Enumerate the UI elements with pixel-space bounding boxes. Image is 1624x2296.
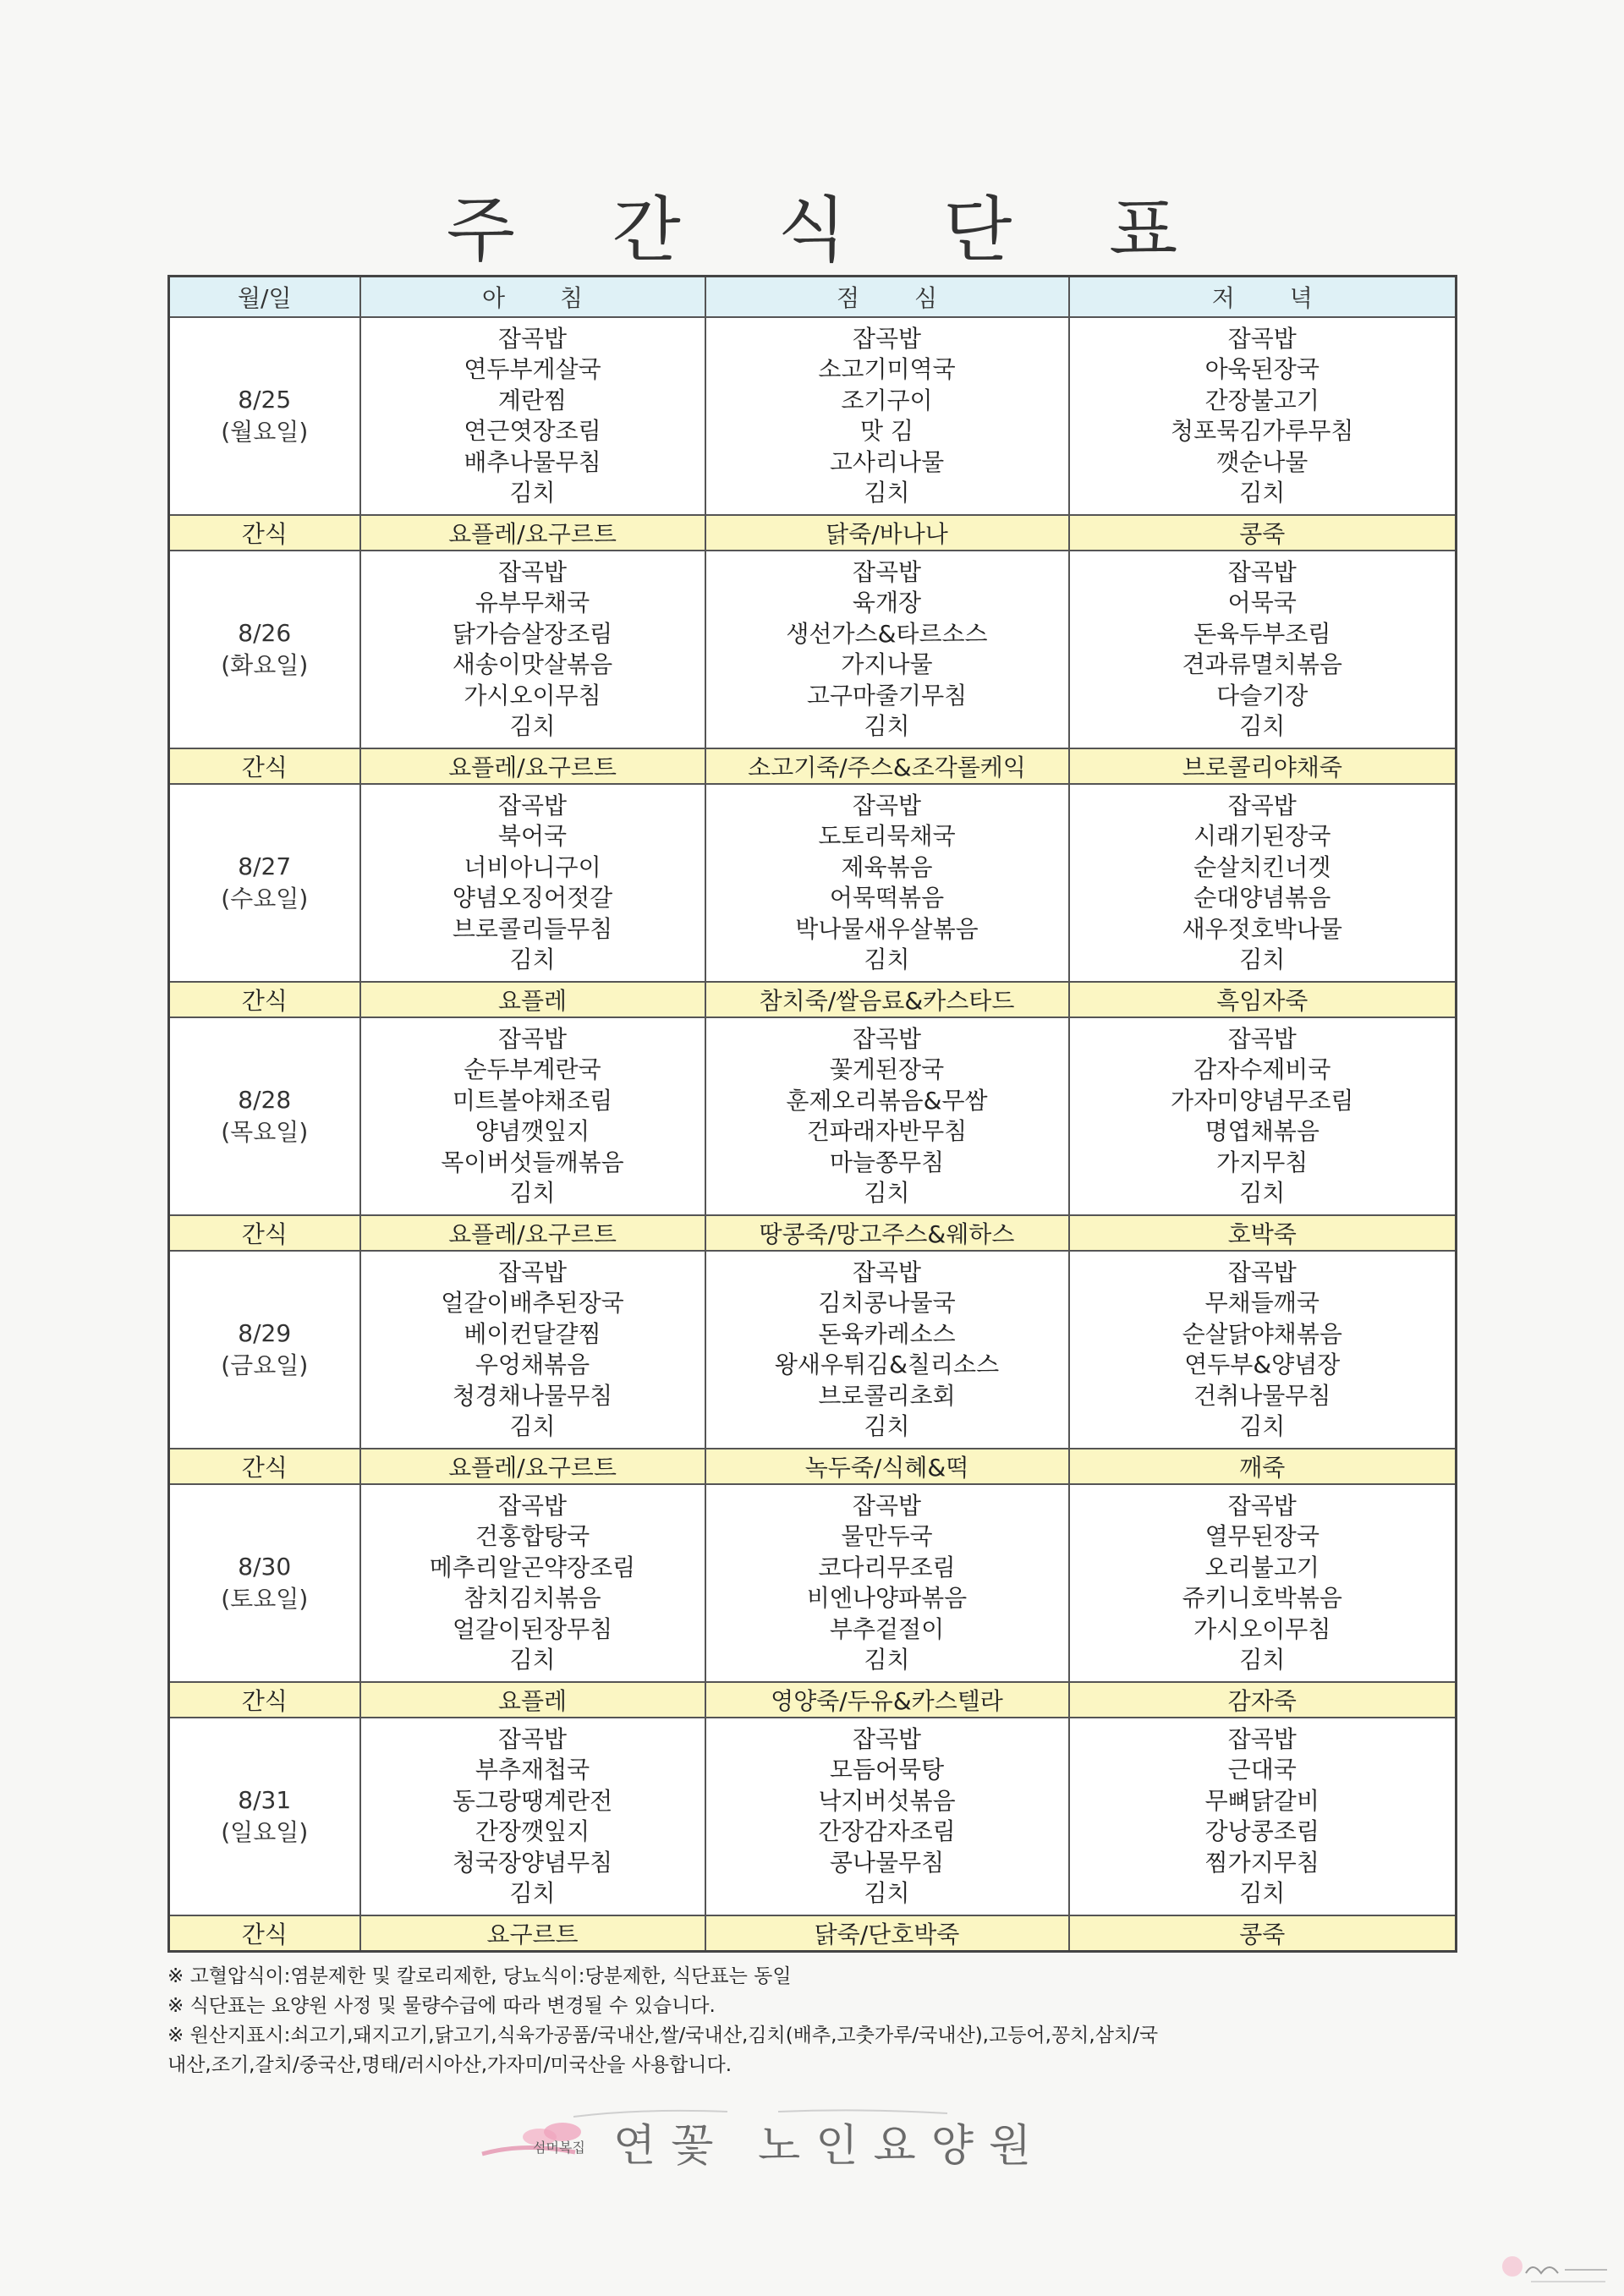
menu-item: 김치 [1239, 712, 1286, 740]
snack-dinner: 콩죽 [1069, 515, 1457, 551]
breakfast-cell [360, 1251, 705, 1449]
menu-item: 연두부&양념장 [1184, 1351, 1341, 1378]
menu-item: 열무된장국 [1204, 1522, 1320, 1550]
menu-item: 근대국 [1227, 1756, 1297, 1784]
menu-item: 잡곡밥 [1227, 557, 1297, 586]
snack-dinner: 감자죽 [1069, 1682, 1457, 1718]
menu-item: 김치 [1239, 1646, 1286, 1674]
snack-label: 간식 [169, 1682, 360, 1718]
menu-item: 왕새우튀김&칠리소스 [774, 1351, 1000, 1378]
menu-item: 잡곡밥 [852, 1724, 922, 1753]
header-lunch: 점 심 [705, 277, 1069, 318]
menu-item: 닭가슴살장조림 [452, 619, 613, 648]
day-cell [169, 1251, 360, 1449]
menu-item: 강낭콩조림 [1204, 1817, 1320, 1845]
menu-item: 마늘쫑무침 [829, 1148, 945, 1176]
menu-item: 청포묵김가루무침 [1171, 417, 1354, 445]
note-line: ※ 원산지표시:쇠고기,돼지고기,닭고기,식육가공품/국내산,쌀/국내산,김치(배추,고춧가루/국내산),고등어,꽁치,삼치/국 [167, 2025, 1159, 2047]
note-line: 내산,조기,갈치/중국산,명태/러시아산,가자미/미국산을 사용합니다. [167, 2054, 732, 2076]
menu-item: 찜가지무침 [1204, 1848, 1320, 1877]
snack-lunch: 닭죽/바나나 [705, 515, 1069, 551]
snack-lunch: 녹두죽/식혜&떡 [705, 1449, 1069, 1484]
day-date: 8/28 [238, 1086, 292, 1114]
snack-lunch: 소고기죽/주스&조각롤케익 [705, 748, 1069, 784]
menu-item: 잡곡밥 [852, 1258, 922, 1286]
snack-lunch: 참치죽/쌀음료&카스타드 [705, 982, 1069, 1017]
menu-item: 견과류멸치볶음 [1182, 650, 1342, 678]
lunch-cell [705, 1251, 1069, 1449]
day-weekday: (월요일) [221, 418, 309, 446]
menu-item: 간장감자조림 [818, 1817, 956, 1845]
menu-item: 잡곡밥 [1227, 1724, 1297, 1753]
menu-item: 돈육두부조림 [1193, 619, 1331, 648]
menu-item: 김치 [1239, 1179, 1286, 1207]
menu-item: 김치 [864, 1412, 910, 1440]
breakfast-cell [360, 317, 705, 515]
day-weekday: (토요일) [221, 1585, 309, 1613]
menu-item: 잡곡밥 [497, 324, 568, 353]
lunch-cell [705, 1017, 1069, 1215]
day-weekday: (목요일) [221, 1118, 309, 1146]
dinner-cell [1069, 1484, 1457, 1682]
menu-item: 북어국 [497, 822, 568, 850]
corner-stamp-icon [1497, 2248, 1616, 2290]
menu-item: 훈제오리볶음&무쌈 [786, 1086, 988, 1115]
menu-item: 가시오이무침 [464, 681, 601, 710]
menu-item: 아욱된장국 [1204, 355, 1320, 383]
menu-item: 김치 [509, 1412, 556, 1440]
menu-item: 김치 [1239, 945, 1286, 973]
menu-item: 참치김치볶음 [464, 1584, 601, 1612]
breakfast-cell [360, 551, 705, 748]
menu-item: 잡곡밥 [852, 1491, 922, 1520]
menu-item: 양념오징어젓갈 [452, 884, 613, 912]
menu-item: 어묵떡볶음 [829, 884, 945, 912]
snack-dinner: 깨죽 [1069, 1449, 1457, 1484]
day-date: 8/25 [238, 386, 292, 414]
snack-row [169, 1915, 1457, 1952]
menu-item: 김치콩나물국 [818, 1289, 956, 1317]
menu-item: 김치 [509, 945, 556, 973]
day-weekday: (금요일) [221, 1351, 309, 1379]
menu-item: 얼갈이된장무침 [452, 1614, 613, 1643]
snack-label: 간식 [169, 1449, 360, 1484]
snack-label: 간식 [169, 515, 360, 551]
menu-item: 건취나물무침 [1193, 1381, 1331, 1410]
menu-item: 잡곡밥 [497, 1024, 568, 1053]
menu-item: 목이버섯들깨볶음 [441, 1148, 624, 1176]
menu-item: 잡곡밥 [1227, 324, 1297, 353]
notes-section [167, 1962, 1462, 2080]
menu-item: 모듬어묵탕 [829, 1756, 945, 1784]
table-header-row [169, 277, 1457, 318]
menu-item: 코다리무조림 [818, 1553, 956, 1581]
header-day: 월/일 [169, 277, 360, 318]
menu-item: 돈육카레소스 [818, 1319, 956, 1348]
menu-item: 제육볶음 [841, 852, 933, 881]
menu-item: 연두부게살국 [464, 355, 601, 383]
menu-item: 김치 [509, 479, 556, 507]
note-line: ※ 식단표는 요양원 사정 및 물량수급에 따라 변경될 수 있습니다. [167, 1995, 716, 2017]
menu-item: 박나물새우살볶음 [795, 914, 979, 943]
menu-item: 도토리묵채국 [818, 822, 956, 850]
menu-item: 김치 [509, 1179, 556, 1207]
menu-item: 잡곡밥 [497, 1491, 568, 1520]
breakfast-cell [360, 784, 705, 982]
menu-item: 부추겉절이 [829, 1614, 945, 1643]
day-meal-row [169, 784, 1457, 982]
day-cell [169, 317, 360, 515]
menu-item: 잡곡밥 [497, 791, 568, 819]
menu-item: 계란찜 [497, 386, 568, 414]
menu-item: 간장깻잎지 [475, 1817, 590, 1845]
menu-item: 김치 [1239, 1412, 1286, 1440]
snack-row [169, 1449, 1457, 1484]
dinner-cell [1069, 551, 1457, 748]
snack-breakfast: 요플레/요구르트 [360, 748, 705, 784]
lunch-cell [705, 551, 1069, 748]
day-meal-row [169, 1251, 1457, 1449]
menu-item: 청경채나물무침 [452, 1381, 613, 1410]
menu-item: 잡곡밥 [852, 324, 922, 353]
snack-row [169, 982, 1457, 1017]
day-meal-row [169, 551, 1457, 748]
menu-item: 순대양념볶음 [1193, 884, 1331, 912]
day-meal-row [169, 1718, 1457, 1915]
menu-item: 김치 [864, 1879, 910, 1907]
menu-item: 순살닭야채볶음 [1182, 1319, 1342, 1348]
menu-item: 너비아니구이 [464, 852, 601, 881]
menu-item: 고사리나물 [829, 447, 945, 476]
menu-item: 물만두국 [841, 1522, 933, 1550]
snack-row [169, 515, 1457, 551]
menu-item: 무채들깨국 [1204, 1289, 1320, 1317]
menu-item: 새우젓호박나물 [1182, 914, 1342, 943]
menu-item: 김치 [864, 479, 910, 507]
snack-row [169, 1215, 1457, 1251]
menu-item: 감자수제비국 [1193, 1055, 1331, 1083]
snack-breakfast: 요플레/요구르트 [360, 1215, 705, 1251]
menu-item: 브로콜리들무침 [452, 914, 613, 943]
menu-item: 어묵국 [1227, 589, 1297, 616]
weekly-menu-table [167, 275, 1457, 1953]
menu-item: 건파래자반무침 [806, 1117, 968, 1145]
menu-item: 육개장 [852, 589, 922, 616]
breakfast-cell [360, 1484, 705, 1682]
dinner-cell [1069, 784, 1457, 982]
menu-item: 다슬기장 [1216, 681, 1309, 710]
dinner-cell [1069, 317, 1457, 515]
menu-item: 브로콜리초회 [818, 1381, 956, 1410]
day-meal-row [169, 1484, 1457, 1682]
snack-lunch: 영양죽/두유&카스텔라 [705, 1682, 1069, 1718]
menu-item: 잡곡밥 [852, 557, 922, 586]
menu-item: 김치 [1239, 479, 1286, 507]
menu-item: 깻순나물 [1216, 447, 1309, 476]
menu-item: 가자미양념무조림 [1171, 1086, 1354, 1115]
menu-item: 잡곡밥 [852, 1024, 922, 1053]
menu-item: 부추재첩국 [475, 1756, 590, 1784]
menu-item: 김치 [864, 712, 910, 740]
snack-lunch: 땅콩죽/망고주스&웨하스 [705, 1215, 1069, 1251]
menu-item: 잡곡밥 [1227, 791, 1297, 819]
header-dinner: 저 녁 [1069, 277, 1457, 318]
day-date: 8/31 [238, 1786, 292, 1814]
menu-item: 조기구이 [841, 386, 933, 414]
snack-label: 간식 [169, 748, 360, 784]
menu-item: 잡곡밥 [497, 557, 568, 586]
menu-item: 잡곡밥 [497, 1258, 568, 1286]
day-weekday: (수요일) [221, 885, 309, 912]
menu-item: 김치 [509, 1646, 556, 1674]
day-cell [169, 1718, 360, 1915]
snack-dinner: 호박죽 [1069, 1215, 1457, 1251]
menu-item: 베이컨달걀찜 [464, 1319, 601, 1348]
menu-item: 우엉채볶음 [475, 1351, 590, 1378]
menu-item: 동그랑땡계란전 [452, 1786, 613, 1815]
day-weekday: (화요일) [221, 651, 309, 679]
snack-breakfast: 요플레 [360, 982, 705, 1017]
day-meal-row [169, 317, 1457, 515]
day-cell [169, 1017, 360, 1215]
menu-item: 김치 [1239, 1879, 1286, 1907]
snack-label: 간식 [169, 1215, 360, 1251]
snack-row [169, 1682, 1457, 1718]
day-cell [169, 551, 360, 748]
menu-item: 김치 [864, 1646, 910, 1674]
menu-item: 잡곡밥 [497, 1724, 568, 1753]
menu-item: 양념깻잎지 [475, 1117, 590, 1145]
facility-logo [474, 2093, 1100, 2178]
menu-item: 무뼈닭갈비 [1204, 1786, 1320, 1815]
snack-breakfast: 요플레/요구르트 [360, 1449, 705, 1484]
menu-item: 메추리알곤약장조림 [429, 1553, 636, 1581]
menu-item: 배추나물무침 [464, 447, 601, 476]
menu-item: 콩나물무침 [829, 1848, 945, 1877]
menu-item: 잡곡밥 [1227, 1491, 1297, 1520]
menu-item: 맛 김 [860, 417, 914, 445]
menu-item: 김치 [509, 712, 556, 740]
snack-label: 간식 [169, 1915, 360, 1952]
snack-dinner: 브로콜리야채죽 [1069, 748, 1457, 784]
lunch-cell [705, 1718, 1069, 1915]
menu-item: 소고기미역국 [818, 355, 956, 383]
menu-item: 시래기된장국 [1193, 822, 1331, 850]
snack-lunch: 닭죽/단호박죽 [705, 1915, 1069, 1952]
note-line: ※ 고혈압식이:염분제한 및 칼로리제한, 당뇨식이:당분제한, 식단표는 동일 [167, 1965, 792, 1987]
snack-dinner: 흑임자죽 [1069, 982, 1457, 1017]
menu-item: 김치 [864, 1179, 910, 1207]
menu-item: 잡곡밥 [1227, 1024, 1297, 1053]
day-cell [169, 784, 360, 982]
page-title: 주 간 식 단 표 [446, 189, 1215, 271]
lunch-cell [705, 1484, 1069, 1682]
menu-item: 쥬키니호박볶음 [1182, 1584, 1342, 1612]
menu-item: 고구마줄기무침 [806, 681, 968, 710]
menu-item: 연근엿장조림 [464, 417, 601, 445]
menu-item: 김치 [509, 1879, 556, 1907]
menu-item: 가지나물 [841, 650, 933, 678]
menu-item: 미트볼야채조림 [452, 1086, 613, 1115]
menu-item: 가지무침 [1216, 1148, 1309, 1176]
menu-item: 비엔나양파볶음 [806, 1584, 968, 1612]
snack-breakfast: 요플레/요구르트 [360, 515, 705, 551]
menu-item: 유부무채국 [475, 589, 590, 616]
lunch-cell [705, 317, 1069, 515]
dinner-cell [1069, 1017, 1457, 1215]
day-meal-row [169, 1017, 1457, 1215]
snack-breakfast: 요플레 [360, 1682, 705, 1718]
dinner-cell [1069, 1718, 1457, 1915]
menu-item: 낙지버섯볶음 [818, 1786, 956, 1815]
menu-item: 얼갈이배추된장국 [441, 1289, 624, 1317]
breakfast-cell [360, 1017, 705, 1215]
day-cell [169, 1484, 360, 1682]
menu-item: 새송이맛살볶음 [452, 650, 613, 678]
menu-item: 잡곡밥 [852, 791, 922, 819]
snack-row [169, 748, 1457, 784]
day-date: 8/26 [238, 619, 292, 647]
menu-item: 오리불고기 [1204, 1553, 1320, 1581]
snack-dinner: 콩죽 [1069, 1915, 1457, 1952]
menu-item: 가시오이무침 [1193, 1614, 1331, 1643]
menu-item: 순두부계란국 [464, 1055, 601, 1083]
menu-item: 청국장양념무침 [452, 1848, 613, 1877]
menu-item: 생선가스&타르소스 [786, 619, 988, 648]
day-weekday: (일요일) [221, 1818, 309, 1846]
menu-item: 순살치킨너겟 [1193, 852, 1331, 881]
menu-item: 간장불고기 [1204, 386, 1320, 414]
menu-item: 김치 [864, 945, 910, 973]
day-date: 8/30 [238, 1553, 292, 1581]
logo-prefix: 섬머복집 [533, 2140, 585, 2156]
day-date: 8/29 [238, 1319, 292, 1347]
breakfast-cell [360, 1718, 705, 1915]
menu-item: 꽃게된장국 [829, 1055, 945, 1083]
menu-item: 건홍합탕국 [475, 1522, 590, 1550]
menu-item: 잡곡밥 [1227, 1258, 1297, 1286]
dinner-cell [1069, 1251, 1457, 1449]
header-breakfast: 아 침 [360, 277, 705, 318]
snack-label: 간식 [169, 982, 360, 1017]
lunch-cell [705, 784, 1069, 982]
day-date: 8/27 [238, 852, 292, 880]
snack-breakfast: 요구르트 [360, 1915, 705, 1952]
menu-item: 명엽채볶음 [1204, 1117, 1320, 1145]
logo-name: 연꽃 노인요양원 [613, 2121, 1047, 2172]
